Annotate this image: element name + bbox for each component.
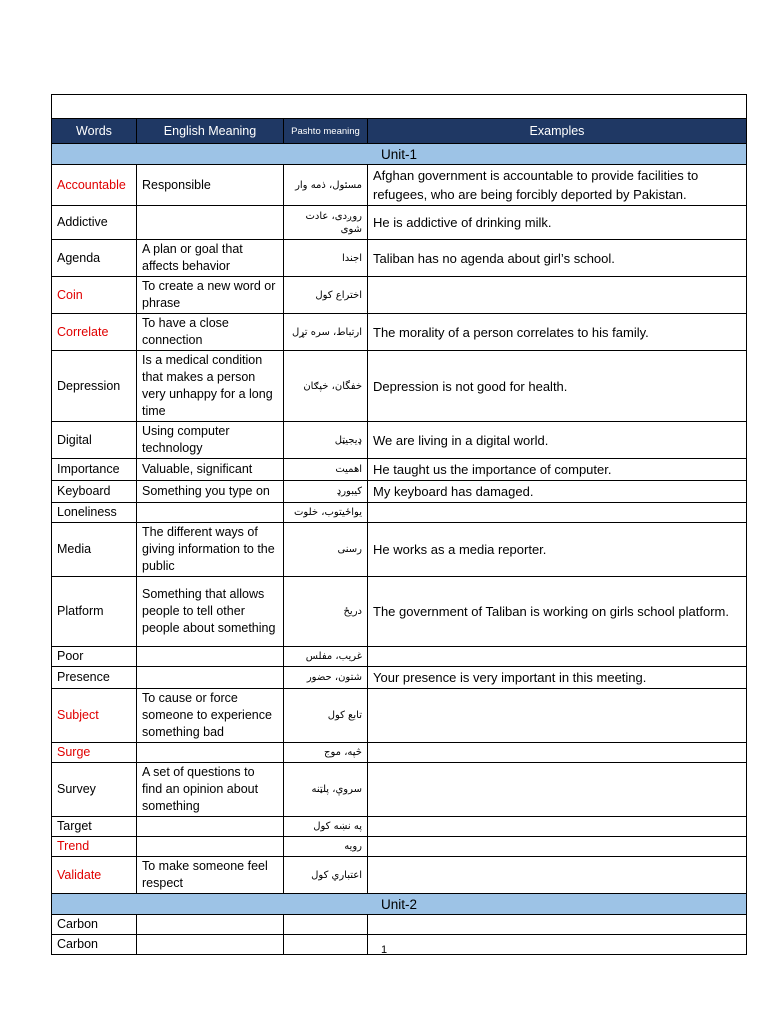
word-cell: Validate [52,857,137,894]
table-body [52,95,747,955]
table-row [52,240,747,277]
table-row [52,817,747,837]
english-meaning-cell: To create a new word or phrase [137,277,284,314]
table-row [52,857,747,894]
english-meaning-cell: A set of questions to find an opinion about something [137,763,284,817]
pashto-meaning-cell: خفگان، خپګان [284,351,368,422]
pashto-meaning-cell: مسئول، ذمه وار [284,165,368,206]
pashto-meaning-cell: سروې، پلټنه [284,763,368,817]
english-meaning-cell [137,647,284,667]
table-row [52,743,747,763]
header-words: Words [52,119,137,144]
unit-heading-row [52,894,747,915]
example-cell: We are living in a digital world. [368,422,747,459]
example-cell: Afghan government is accountable to provide facilities to refugees, who are being forcibly deported by Pakistan. [368,165,747,206]
word-cell: Loneliness [52,503,137,523]
blank-title-cell [52,95,747,119]
header-examples: Examples [368,119,747,144]
vocabulary-table [51,94,747,955]
table-row [52,689,747,743]
pashto-meaning-cell: رسنی [284,523,368,577]
example-cell [368,689,747,743]
pashto-meaning-cell [284,915,368,935]
table-row [52,523,747,577]
example-cell: The government of Taliban is working on girls school platform. [368,577,747,647]
header-pashto-meaning: Pashto meaning [284,119,368,144]
example-cell [368,837,747,857]
table-top-blank-row [52,95,747,119]
word-cell: Presence [52,667,137,689]
table-row [52,837,747,857]
pashto-meaning-cell: دریځ [284,577,368,647]
english-meaning-cell [137,503,284,523]
pashto-meaning-cell: په نښه کول [284,817,368,837]
pashto-meaning-cell: شتون، حضور [284,667,368,689]
word-cell: Target [52,817,137,837]
english-meaning-cell: Something you type on [137,481,284,503]
pashto-meaning-cell: ارتباط، سره تړل [284,314,368,351]
example-cell [368,763,747,817]
english-meaning-cell: Something that allows people to tell other people about something [137,577,284,647]
table-header-row [52,119,747,144]
english-meaning-cell: The different ways of giving information to the public [137,523,284,577]
example-cell: Taliban has no agenda about girl’s school. [368,240,747,277]
pashto-meaning-cell: اجندا [284,240,368,277]
table-row [52,277,747,314]
word-cell: Importance [52,459,137,481]
example-cell: He works as a media reporter. [368,523,747,577]
word-cell: Correlate [52,314,137,351]
example-cell [368,277,747,314]
english-meaning-cell: Using computer technology [137,422,284,459]
table-row [52,422,747,459]
table-row [52,314,747,351]
unit-title: Unit-2 [52,894,747,915]
word-cell: Coin [52,277,137,314]
table-row [52,351,747,422]
word-cell: Survey [52,763,137,817]
english-meaning-cell: Responsible [137,165,284,206]
english-meaning-cell: To cause or force someone to experience something bad [137,689,284,743]
unit-title: Unit-1 [52,144,747,165]
unit-heading-row [52,144,747,165]
english-meaning-cell: Is a medical condition that makes a person very unhappy for a long time [137,351,284,422]
table-row [52,647,747,667]
english-meaning-cell: To have a close connection [137,314,284,351]
english-meaning-cell [137,915,284,935]
vocabulary-sheet [51,94,746,955]
word-cell: Digital [52,422,137,459]
example-cell: Depression is not good for health. [368,351,747,422]
word-cell: Depression [52,351,137,422]
pashto-meaning-cell: روږدی، عادت شوی [284,206,368,240]
word-cell: Poor [52,647,137,667]
english-meaning-cell: Valuable, significant [137,459,284,481]
example-cell [368,503,747,523]
page-number: 1 [380,944,388,956]
english-meaning-cell: A plan or goal that affects behavior [137,240,284,277]
pashto-meaning-cell: ډیجیټل [284,422,368,459]
word-cell: Carbon [52,915,137,935]
table-row [52,206,747,240]
example-cell [368,817,747,837]
pashto-meaning-cell: اختراع کول [284,277,368,314]
table-row [52,915,747,935]
pashto-meaning-cell: اهمیت [284,459,368,481]
pashto-meaning-cell: اعتباري کول [284,857,368,894]
example-cell: Your presence is very important in this meeting. [368,667,747,689]
pashto-meaning-cell: رویه [284,837,368,857]
english-meaning-cell [137,206,284,240]
example-cell [368,857,747,894]
table-row [52,481,747,503]
example-cell: The morality of a person correlates to his family. [368,314,747,351]
english-meaning-cell [137,667,284,689]
english-meaning-cell [137,837,284,857]
pashto-meaning-cell: کیبورډ [284,481,368,503]
word-cell: Keyboard [52,481,137,503]
word-cell: Trend [52,837,137,857]
example-cell: He is addictive of drinking milk. [368,206,747,240]
word-cell: Subject [52,689,137,743]
word-cell: Surge [52,743,137,763]
example-cell [368,743,747,763]
english-meaning-cell [137,817,284,837]
word-cell: Carbon [52,935,137,955]
pashto-meaning-cell: یواځیتوب، خلوت [284,503,368,523]
example-cell [368,915,747,935]
example-cell [368,647,747,667]
word-cell: Platform [52,577,137,647]
table-row [52,165,747,206]
pashto-meaning-cell: غریب، مفلس [284,647,368,667]
word-cell: Agenda [52,240,137,277]
pashto-meaning-cell: تابع کول [284,689,368,743]
english-meaning-cell [137,743,284,763]
word-cell: Addictive [52,206,137,240]
table-row [52,763,747,817]
example-cell: He taught us the importance of computer. [368,459,747,481]
pashto-meaning-cell: څپه، موج [284,743,368,763]
table-row [52,503,747,523]
header-english-meaning: English Meaning [137,119,284,144]
word-cell: Media [52,523,137,577]
table-row [52,577,747,647]
table-row [52,667,747,689]
word-cell: Accountable [52,165,137,206]
table-row [52,459,747,481]
english-meaning-cell: To make someone feel respect [137,857,284,894]
example-cell: My keyboard has damaged. [368,481,747,503]
